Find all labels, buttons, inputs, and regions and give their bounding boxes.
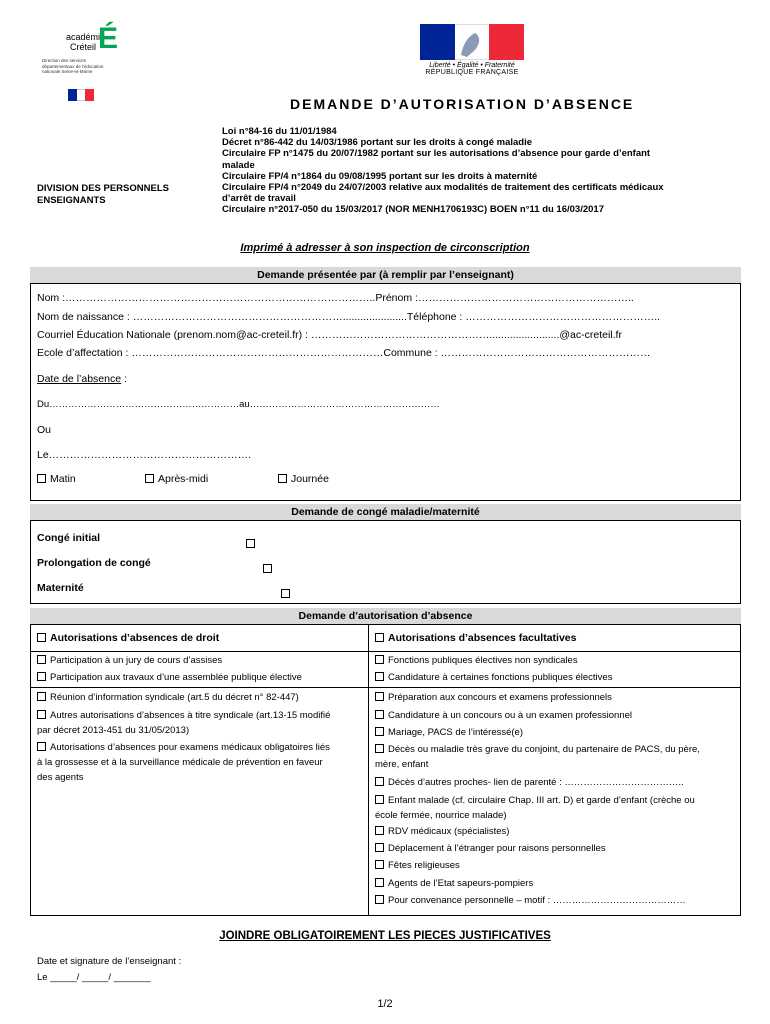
left-item[interactable] <box>37 690 299 705</box>
prolongation-checkbox[interactable] <box>263 564 272 573</box>
mini-flag-icon <box>68 88 94 100</box>
right-item-checkbox[interactable] <box>375 655 384 664</box>
division-line: DIVISION DES PERSONNELS <box>37 183 169 194</box>
droit-title-text: Autorisations d’absences de droit <box>50 632 220 644</box>
republique-motto: Liberté • Égalité • Fraternité <box>429 62 515 69</box>
right-item-checkbox[interactable] <box>375 672 384 681</box>
right-item[interactable] <box>375 841 606 856</box>
ref-line: Circulaire FP/4 n°2049 du 24/07/2003 relative aux modalités de traitement des certificats médicaux <box>222 182 664 194</box>
section-autorisation-header: Demande d’autorisation d’absence <box>30 608 741 625</box>
left-item[interactable] <box>37 670 302 685</box>
date-absence-label <box>37 373 127 385</box>
right-item-text: Fêtes religieuses <box>388 860 460 871</box>
left-item-checkbox[interactable] <box>37 692 46 701</box>
left-item[interactable] <box>37 708 330 723</box>
journee-option[interactable] <box>278 473 329 485</box>
left-item-text: Autres autorisations d’absences à titre syndicale (art.13-15 modifié <box>50 710 331 721</box>
right-item[interactable] <box>375 824 509 839</box>
apres-midi-option[interactable] <box>145 473 208 485</box>
right-item[interactable] <box>375 742 700 757</box>
right-item-checkbox[interactable] <box>375 777 384 786</box>
right-item[interactable] <box>375 653 578 668</box>
matin-checkbox[interactable] <box>37 474 46 483</box>
right-item-text: Déplacement à l’étranger pour raisons personnelles <box>388 843 606 854</box>
left-item-checkbox[interactable] <box>37 672 46 681</box>
courriel-field[interactable]: Courriel Éducation Nationale (prenom.nom@ac-creteil.fr) : ……………………………………………........................@ac-creteil.fr <box>37 329 622 341</box>
imprime-instruction: Imprimé à adresser à son inspection de circonscription <box>240 242 530 254</box>
ecole-commune-field[interactable]: Ecole d’affectation : ………………………………………………………………Commune : …………………………………………………… <box>37 347 651 359</box>
division-label <box>37 183 169 206</box>
left-item-cont: des agents <box>37 772 84 783</box>
left-item-checkbox[interactable] <box>37 742 46 751</box>
right-item-checkbox[interactable] <box>375 727 384 736</box>
left-item-checkbox[interactable] <box>37 655 46 664</box>
apres-midi-label: Après-midi <box>158 473 209 485</box>
date-du-au-field[interactable]: Du……………………………………………………au…………………………………………………… <box>37 399 440 410</box>
left-item-text: Autorisations d’absences pour examens médicaux obligatoires liés <box>50 742 330 753</box>
right-item-text: Mariage, PACS de l’intéressé(e) <box>388 727 523 738</box>
matin-label: Matin <box>50 473 76 485</box>
right-item-text: Enfant malade (cf. circulaire Chap. III art. D) et garde d’enfant (crèche ou <box>388 795 695 806</box>
date-absence-text: Date de l’absence <box>37 373 122 385</box>
right-item[interactable] <box>375 670 612 685</box>
row-divider <box>368 687 741 688</box>
facultatives-checkbox[interactable] <box>375 633 384 642</box>
right-item-text: Candidature à certaines fonctions publiques électives <box>388 672 613 683</box>
ou-label: Ou <box>37 424 52 436</box>
left-item-text: Réunion d’information syndicale (art.5 du décret n° 82-447) <box>50 692 299 703</box>
right-item-cont: école fermée, nourrice malade) <box>375 810 507 821</box>
academie-logo <box>38 22 118 102</box>
right-item-checkbox[interactable] <box>375 692 384 701</box>
right-item-checkbox[interactable] <box>375 878 384 887</box>
droit-checkbox[interactable] <box>37 633 46 642</box>
right-item-checkbox[interactable] <box>375 843 384 852</box>
right-item[interactable] <box>375 893 686 908</box>
row-divider <box>30 687 368 688</box>
left-item-checkbox[interactable] <box>37 710 46 719</box>
ref-line: Décret n°86-442 du 14/03/1986 portant sur les droits à congé maladie <box>222 137 533 149</box>
left-item-text: Participation aux travaux d’une assemblée publique élective <box>50 672 302 683</box>
ref-line: d’arrêt de travail <box>222 193 296 205</box>
academie-line2: Créteil <box>70 42 97 52</box>
right-item-text: RDV médicaux (spécialistes) <box>388 826 510 837</box>
droit-title[interactable] <box>37 632 219 644</box>
date-absence-colon: : <box>121 373 127 385</box>
marianne-flag-icon <box>420 24 524 60</box>
section-conge-header: Demande de congé maladie/maternité <box>30 504 741 521</box>
ref-line: malade <box>222 159 255 171</box>
republique-name: RÉPUBLIQUE FRANÇAISE <box>425 69 519 76</box>
right-item-cont: mère, enfant <box>375 759 429 770</box>
right-item-text: Décès d’autres proches- lien de parenté : ……………………………….. <box>388 777 684 788</box>
conge-initial-checkbox[interactable] <box>246 539 255 548</box>
left-item[interactable] <box>37 740 330 755</box>
ref-line: Circulaire FP n°1475 du 20/07/1982 portant sur les autorisations d’absence pour garde d’enfant <box>222 148 651 160</box>
signature-date-field[interactable]: Le _____/ _____/ _______ <box>37 972 151 983</box>
right-item-checkbox[interactable] <box>375 795 384 804</box>
page-number: 1/2 <box>377 998 393 1010</box>
journee-label: Journée <box>291 473 329 485</box>
column-divider <box>368 625 369 916</box>
nom-prenom-field[interactable]: Nom :……………………………………………………………………………..Prénom :…………………………………………………….. <box>37 292 634 304</box>
right-item[interactable] <box>375 725 523 740</box>
right-item-checkbox[interactable] <box>375 860 384 869</box>
left-item-cont: à la grossesse et à la surveillance médicale de prévention en faveur <box>37 757 323 768</box>
subheader-divider <box>30 651 741 652</box>
right-item-text: Fonctions publiques électives non syndicales <box>388 655 578 666</box>
signature-label: Date et signature de l’enseignant : <box>37 956 182 967</box>
left-item[interactable] <box>37 653 222 668</box>
academie-line1: académie <box>66 32 106 42</box>
ref-line: Circulaire n°2017-050 du 15/03/2017 (NOR MENH1706193C) BOEN n°11 du 16/03/2017 <box>222 204 604 216</box>
conge-initial-label: Congé initial <box>37 532 100 544</box>
right-item-text: Pour convenance personnelle – motif : …………………………………… <box>388 895 686 906</box>
right-item-text: Décès ou maladie très grave du conjoint, du partenaire de PACS, du père, <box>388 744 700 755</box>
right-item[interactable] <box>375 775 684 790</box>
left-item-cont: par décret 2013-451 du 31/05/2013) <box>37 725 190 736</box>
right-item-checkbox[interactable] <box>375 826 384 835</box>
naissance-telephone-field[interactable]: Nom de naissance : ……………………………………………………......................Téléphone : ……………………………………………….. <box>37 311 661 323</box>
right-item-checkbox[interactable] <box>375 895 384 904</box>
facultatives-title[interactable] <box>375 632 576 644</box>
joindre-notice: JOINDRE OBLIGATOIREMENT LES PIECES JUSTIFICATIVES <box>219 930 551 942</box>
academie-e-letter: É <box>98 22 119 55</box>
page-title: DEMANDE D’AUTORISATION D’ABSENCE <box>290 96 635 112</box>
facultatives-title-text: Autorisations d’absences facultatives <box>388 632 577 644</box>
section-demande-header: Demande présentée par (à remplir par l’enseignant) <box>30 267 741 284</box>
right-item[interactable] <box>375 858 460 873</box>
journee-checkbox[interactable] <box>278 474 287 483</box>
ref-line: Circulaire FP/4 n°1864 du 09/08/1995 portant sur les droits à maternité <box>222 170 538 182</box>
right-item-text: Agents de l’Etat sapeurs-pompiers <box>388 878 534 889</box>
matin-option[interactable] <box>37 473 76 485</box>
right-item[interactable] <box>375 793 695 808</box>
left-item-text: Participation à un jury de cours d’assises <box>50 655 223 666</box>
right-item[interactable] <box>375 690 612 705</box>
right-item-text: Candidature à un concours ou à un examen professionnel <box>388 710 632 721</box>
right-item-text: Préparation aux concours et examens professionnels <box>388 692 612 703</box>
right-item[interactable] <box>375 876 533 891</box>
right-item-checkbox[interactable] <box>375 710 384 719</box>
legal-references <box>222 126 722 216</box>
date-le-field[interactable]: Le…………………………………………………. <box>37 449 252 461</box>
division-line: ENSEIGNANTS <box>37 194 106 206</box>
maternite-checkbox[interactable] <box>281 589 290 598</box>
right-item[interactable] <box>375 708 632 723</box>
maternite-label: Maternité <box>37 582 84 594</box>
apres-midi-checkbox[interactable] <box>145 474 154 483</box>
republique-logo <box>420 24 528 84</box>
prolongation-label: Prolongation de congé <box>37 557 151 569</box>
academie-subtitle: Direction des services départementaux de l'éducation nationale Seine-et-Marne <box>42 58 104 74</box>
ref-line: Loi n°84-16 du 11/01/1984 <box>222 126 337 137</box>
right-item-checkbox[interactable] <box>375 744 384 753</box>
